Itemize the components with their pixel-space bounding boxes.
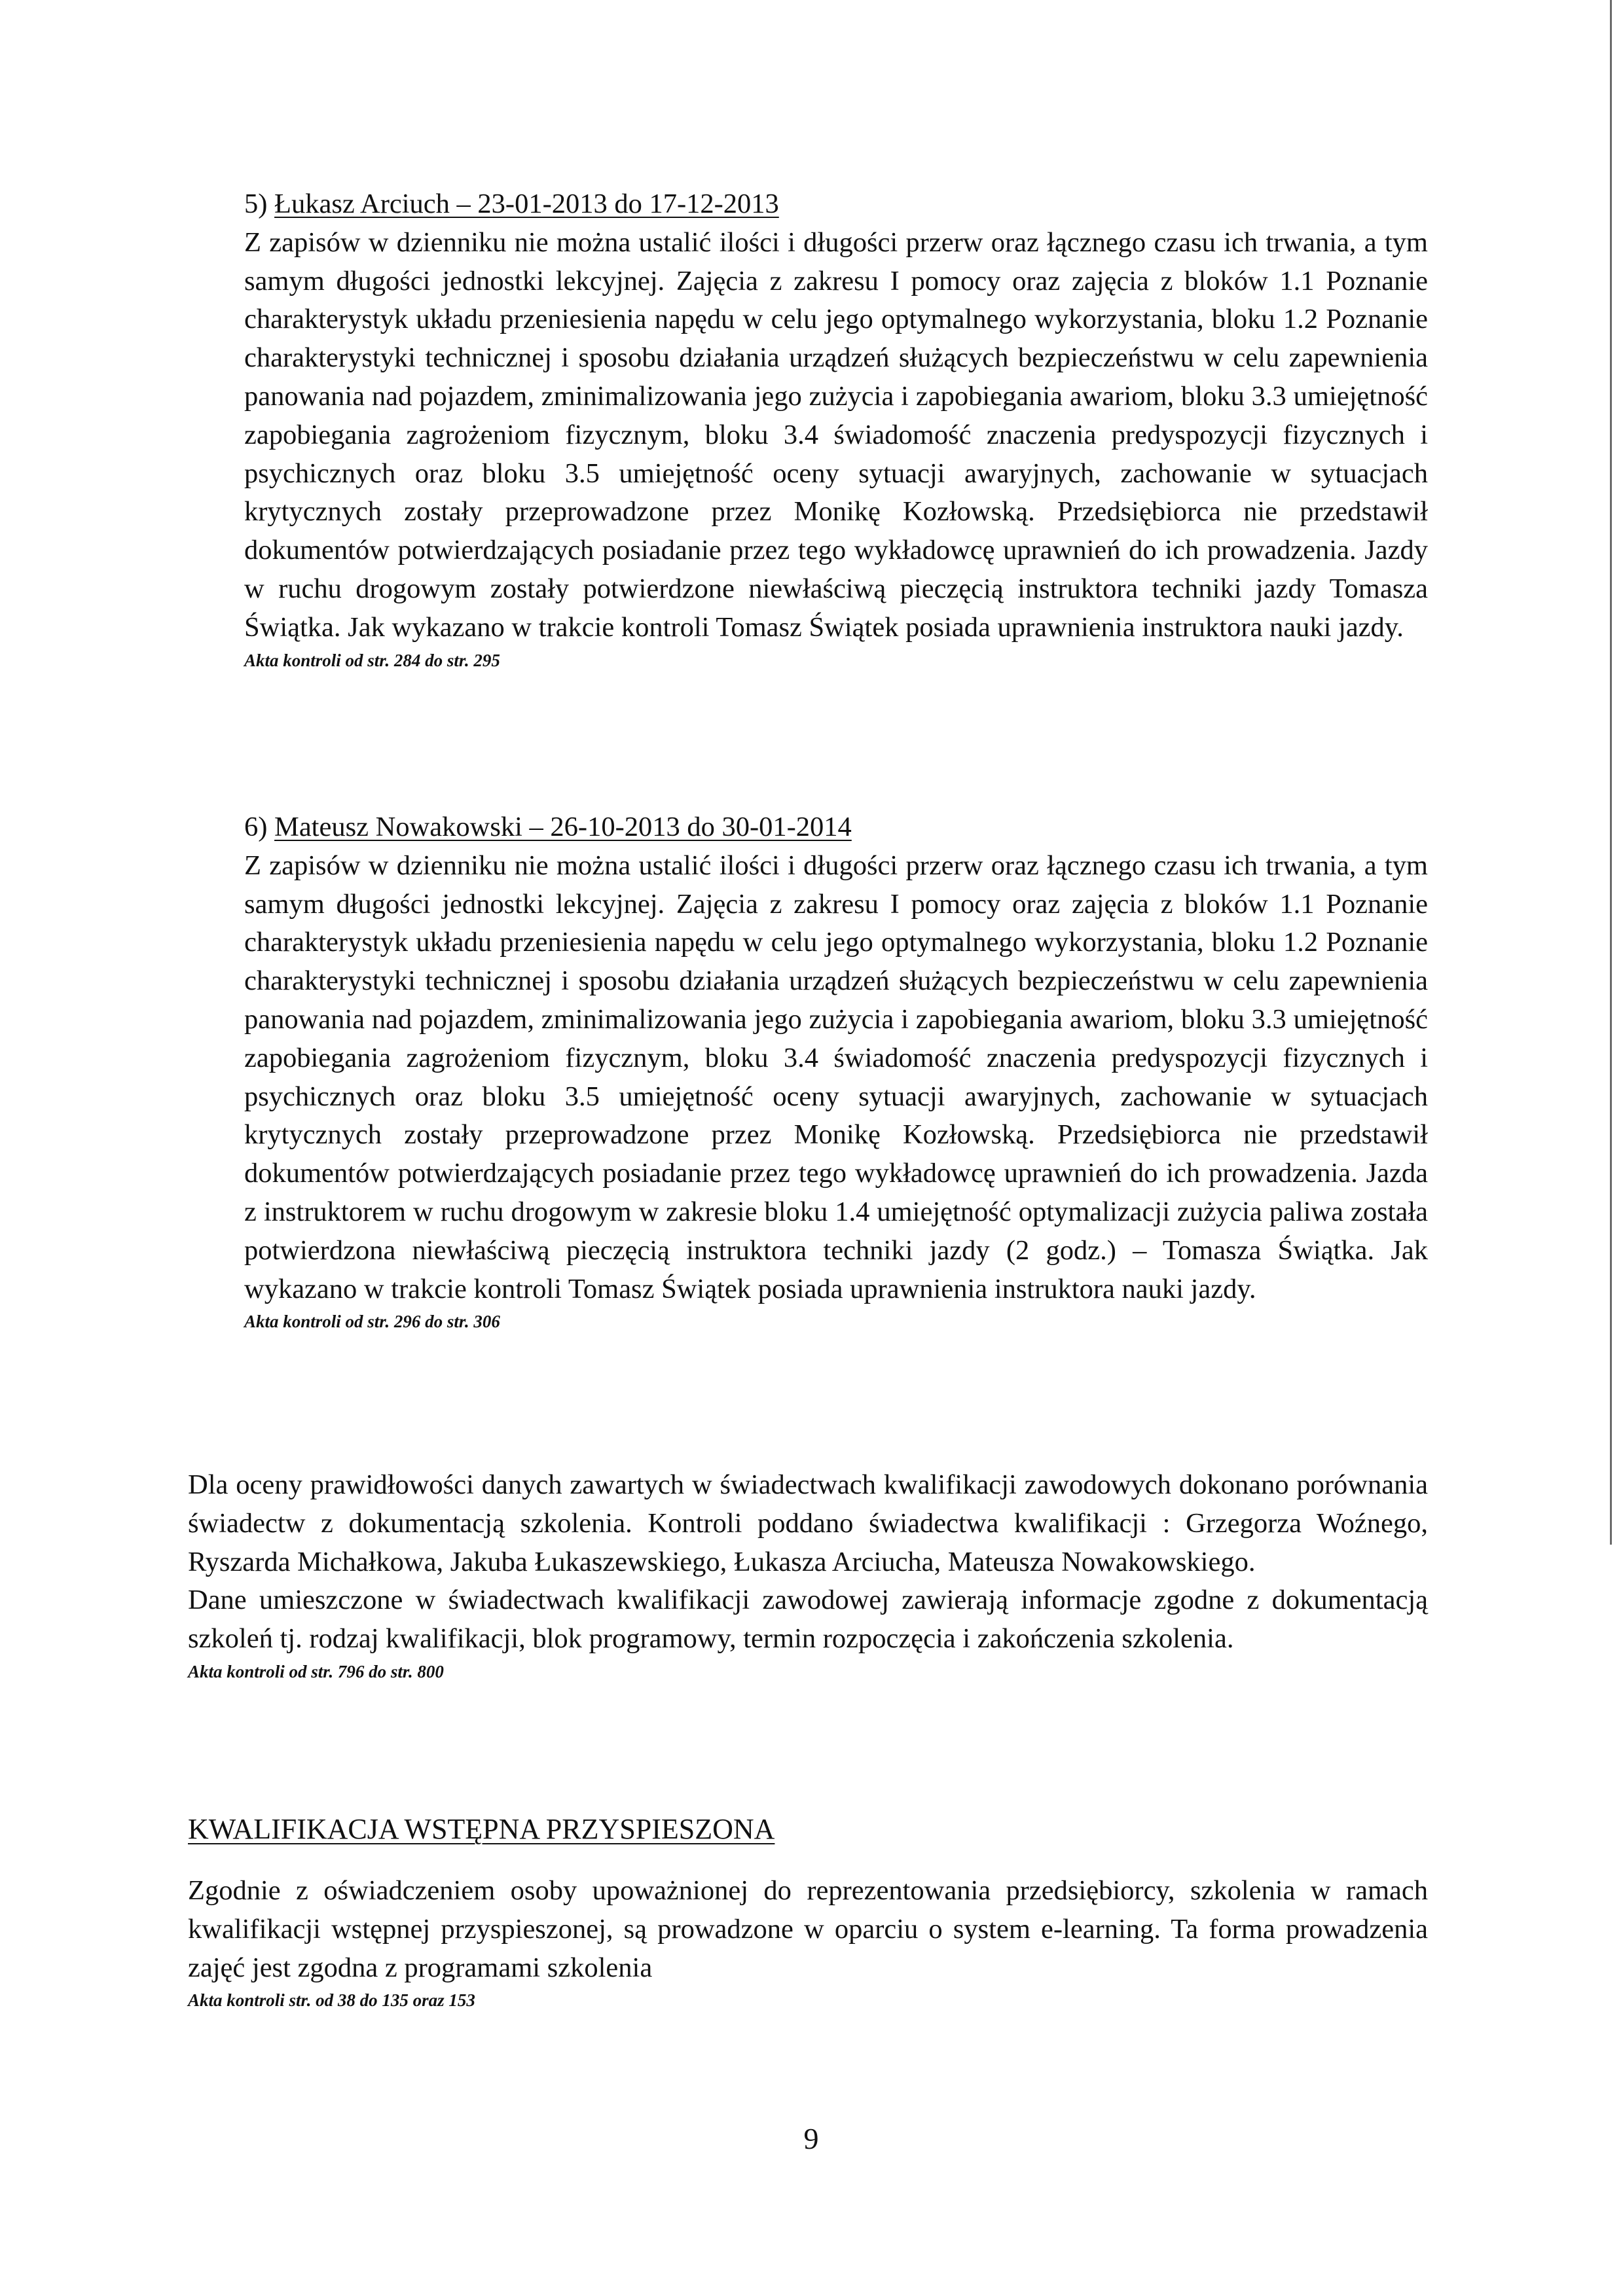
certificates-paragraph-1: Dla oceny prawidłowości danych zawartych w świadectwach kwalifikacji zawodowych dokonano porównania świadectw z dokumentacją szkolenia. Kontroli poddano świadectwa kwalifikacji : Grzegorza Woźnego, Ryszarda Michałkowa, Jakuba Łukaszewskiego, Łukasza Arciucha, Mateusza Nowakowskiego. (188, 1469, 1428, 1577)
entry-6-number: 6) (244, 812, 268, 842)
entry-5-name-dates: Łukasz Arciuch – 23-01-2013 do 17-12-2013 (274, 188, 779, 219)
certificates-section (188, 1466, 1428, 1685)
scan-edge-line (1610, 0, 1612, 1545)
accelerated-qualification-text: Zgodnie z oświadczeniem osoby upoważnionej do reprezentowania przedsiębiorcy, szkolenia w ramach kwalifikacji wstępnej przyspieszonej, są prowadzone w oparciu o system e-learning. Ta forma prowadzenia zajęć jest zgodna z programami szkolenia (188, 1875, 1428, 1983)
entry-6-text: Z zapisów w dzienniku nie można ustalić ilości i długości przerw oraz łącznego czasu ich trwania, a tym samym długości jednostki lekcyjnej. Zajęcia z zakresu I pomocy oraz zajęcia z bloków 1.1 Poznanie charakterystyk układu przeniesienia napędu w celu jego optymalnego wykorzystania, bloku 1.2 Poznanie charakterystyki technicznej i sposobu działania urządzeń służących bezpieczeństwu w celu zapewnienia panowania nad pojazdem, zminimalizowania jego zużycia i zapobiegania awariom, bloku 3.3 umiejętność zapobiegania zagrożeniom fizycznym, bloku 3.4 świadomość znaczenia predyspozycji fizycznych i psychicznych oraz bloku 3.5 umiejętność oceny sytuacji awaryjnych, zachowanie w sytuacjach krytycznych zostały przeprowadzone przez Monikę Kozłowską. Przedsiębiorca nie przedstawił dokumentów potwierdzających posiadanie przez tego wykładowcę uprawnień do ich prowadzenia. Jazda z instruktorem w ruchu drogowym w zakresie bloku 1.4 umiejętność optymalizacji zużycia paliwa została potwierdzona niewłaściwą pieczęcią instruktora techniki jazdy (2 godz.) – Tomasza Świątka. Jak wykazano w trakcie kontroli Tomasz Świątek posiada uprawnienia instruktora nauki jazdy. (244, 850, 1428, 1304)
entry-5-text: Z zapisów w dzienniku nie można ustalić ilości i długości przerw oraz łącznego czasu ich trwania, a tym samym długości jednostki lekcyjnej. Zajęcia z zakresu I pomocy oraz zajęcia z bloków 1.1 Poznanie charakterystyk układu przeniesienia napędu w celu jego optymalnego wykorzystania, bloku 1.2 Poznanie charakterystyki technicznej i sposobu działania urządzeń służących bezpieczeństwu w celu zapewnienia panowania nad pojazdem, zminimalizowania jego zużycia i zapobiegania awariom, bloku 3.3 umiejętność zapobiegania zagrożeniom fizycznym, bloku 3.4 świadomość znaczenia predyspozycji fizycznych i psychicznych oraz bloku 3.5 umiejętność oceny sytuacji awaryjnych, zachowanie w sytuacjach krytycznych zostały przeprowadzone przez Monikę Kozłowską. Przedsiębiorca nie przedstawił dokumentów potwierdzających posiadanie przez tego wykładowcę uprawnień do ich prowadzenia. Jazdy w ruchu drogowym zostały potwierdzone niewłaściwą pieczęcią instruktora techniki jazdy Tomasza Świątka. Jak wykazano w trakcie kontroli Tomasz Świątek posiada uprawnienia instruktora nauki jazdy. (244, 226, 1428, 643)
accelerated-qualification-section (188, 1872, 1428, 2013)
accelerated-qualification-akta-reference: Akta kontroli str. od 38 do 135 oraz 153 (188, 1990, 475, 2011)
certificates-paragraph-2: Dane umieszczone w świadectwach kwalifikacji zawodowej zawierają informacje zgodne z dokumentacją szkoleń tj. rodzaj kwalifikacji, blok programowy, termin rozpoczęcia i zakończenia szkolenia. (188, 1585, 1428, 1655)
entry-5-akta-reference: Akta kontroli od str. 284 do str. 295 (244, 650, 500, 670)
entry-5-number: 5) (244, 188, 268, 219)
entry-5 (244, 185, 1428, 673)
entry-6-heading (244, 808, 1428, 847)
section-heading: KWALIFIKACJA WSTĘPNA PRZYSPIESZONA (188, 1813, 775, 1845)
page-number: 9 (803, 2122, 819, 2155)
entry-6-akta-reference: Akta kontroli od str. 296 do str. 306 (244, 1312, 500, 1332)
certificates-akta-reference: Akta kontroli od str. 796 do str. 800 (188, 1661, 444, 1681)
entry-5-heading (244, 185, 1428, 224)
entry-6-name-dates: Mateusz Nowakowski – 26-10-2013 do 30-01-2014 (274, 812, 852, 842)
entry-6 (244, 808, 1428, 1335)
